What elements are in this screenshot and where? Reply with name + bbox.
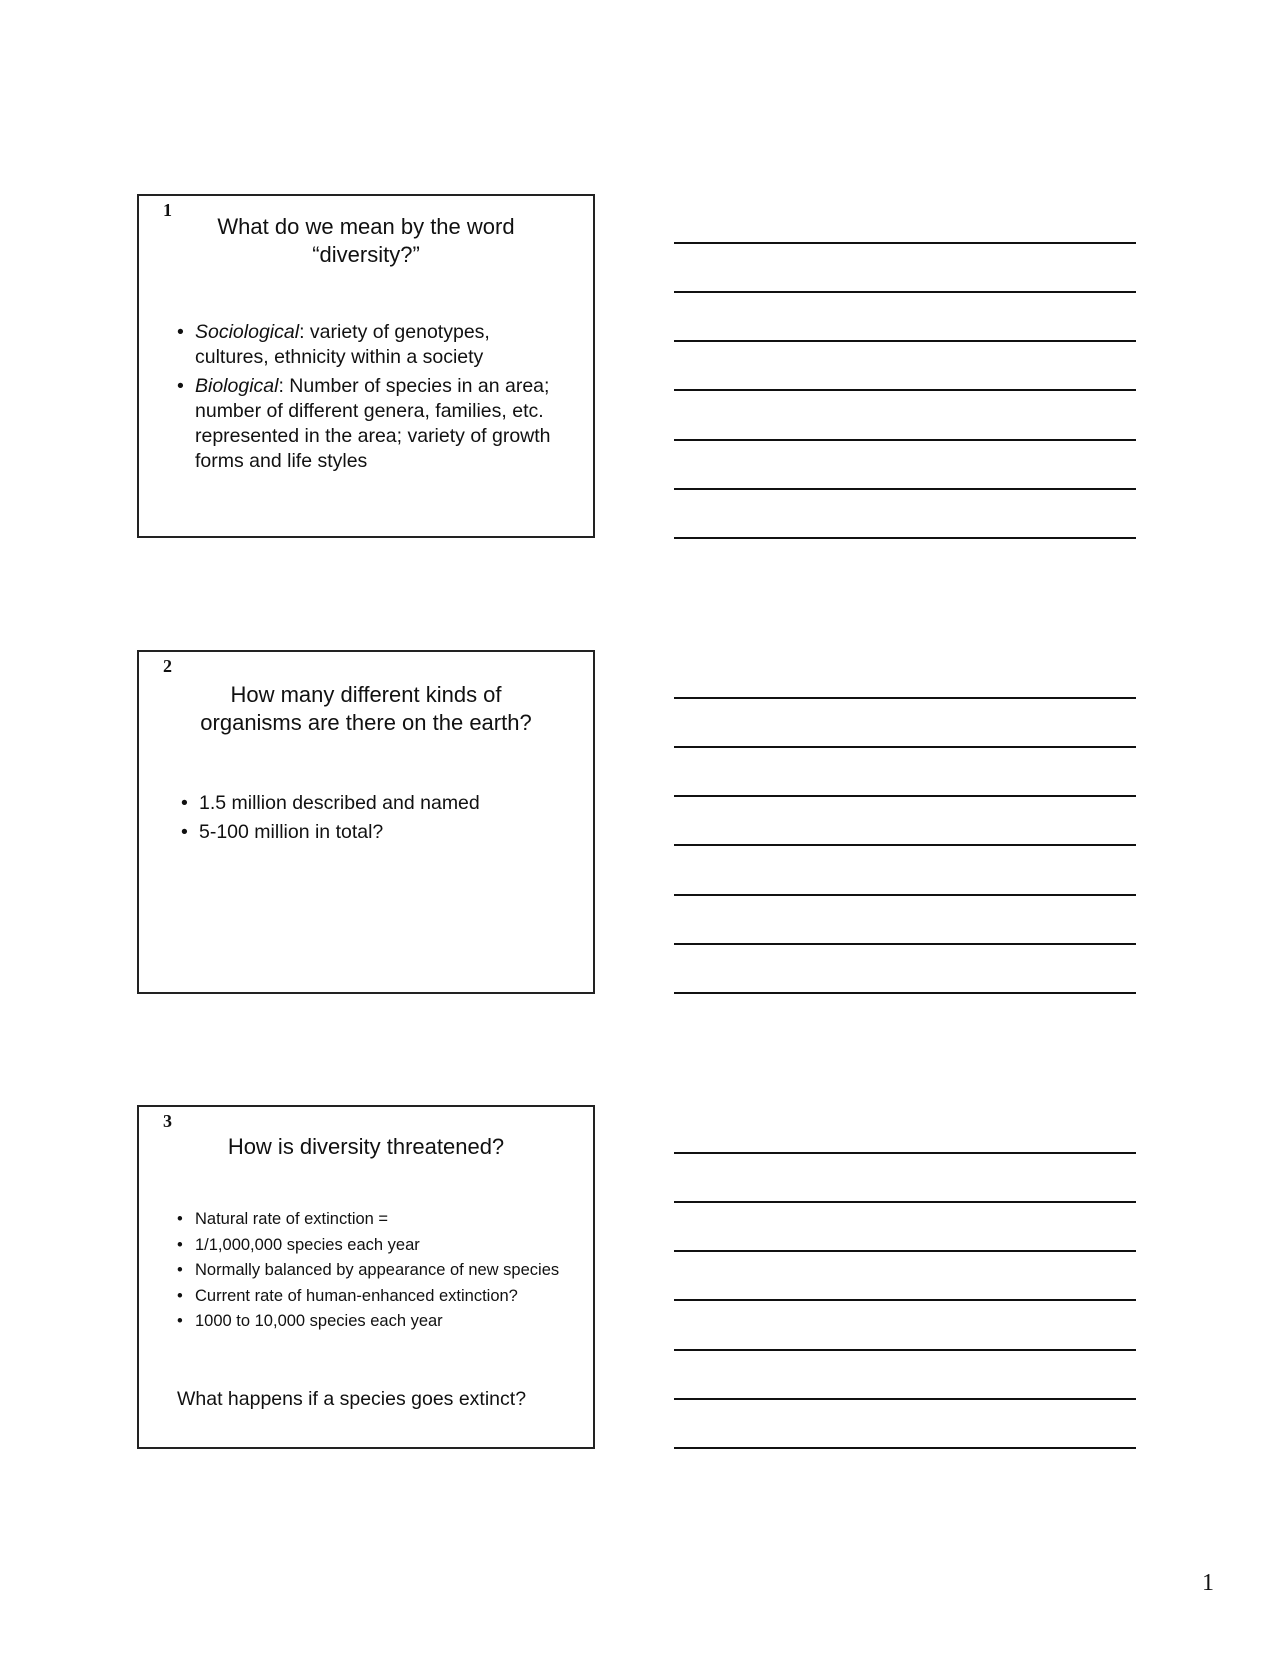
page-number: 1 — [1202, 1570, 1214, 1596]
bullet-item: • Current rate of human-enhanced extinction? — [177, 1286, 563, 1307]
note-line — [674, 943, 1136, 945]
bullet-item: • Natural rate of extinction = — [177, 1209, 563, 1230]
bullet-item: • 1/1,000,000 species each year — [177, 1235, 563, 1256]
bullet-item — [177, 320, 563, 370]
bullet-item: • Normally balanced by appearance of new species — [177, 1260, 563, 1281]
slide-title: What do we mean by the word “diversity?” — [217, 214, 515, 267]
note-line — [674, 1349, 1136, 1351]
note-line — [674, 488, 1136, 490]
slide-title: How many different kinds of organisms are there on the earth? — [200, 682, 532, 735]
note-line — [674, 340, 1136, 342]
note-line — [674, 389, 1136, 391]
note-line — [674, 439, 1136, 441]
bullet-item: • 1.5 million described and named — [181, 789, 563, 818]
trailing-question: What happens if a species goes extinct? — [177, 1388, 527, 1410]
bullet-text: : variety of genotypes, cultures, ethnicity within a society — [195, 321, 490, 368]
note-line — [674, 1299, 1136, 1301]
note-line — [674, 746, 1136, 748]
slide-2 — [137, 650, 595, 994]
note-line — [674, 697, 1136, 699]
note-line — [674, 844, 1136, 846]
slide-number: 1 — [163, 200, 172, 220]
bullet-list — [177, 320, 563, 478]
bullet-term: Sociological — [195, 321, 300, 343]
slide-title: How is diversity threatened? — [227, 1134, 505, 1159]
note-line — [674, 242, 1136, 244]
note-line — [674, 795, 1136, 797]
note-line — [674, 894, 1136, 896]
slide-3 — [137, 1105, 595, 1449]
note-line — [674, 537, 1136, 539]
bullet-list — [177, 1209, 563, 1337]
note-line — [674, 992, 1136, 994]
bullet-list — [181, 789, 563, 847]
slide-number: 3 — [163, 1111, 172, 1131]
note-line — [674, 1250, 1136, 1252]
slide-number: 2 — [163, 656, 172, 676]
bullet-item — [177, 374, 563, 474]
note-line — [674, 291, 1136, 293]
note-line — [674, 1201, 1136, 1203]
bullet-item: • 1000 to 10,000 species each year — [177, 1311, 563, 1332]
bullet-item: • 5-100 million in total? — [181, 818, 563, 847]
slide-1 — [137, 194, 595, 538]
note-line — [674, 1152, 1136, 1154]
note-line — [674, 1398, 1136, 1400]
bullet-term: Biological — [195, 375, 279, 397]
note-line — [674, 1447, 1136, 1449]
bullet-text: : Number of species in an area; number of different genera, families, etc. represented in the area; variety of growth forms and life styles — [195, 375, 551, 472]
